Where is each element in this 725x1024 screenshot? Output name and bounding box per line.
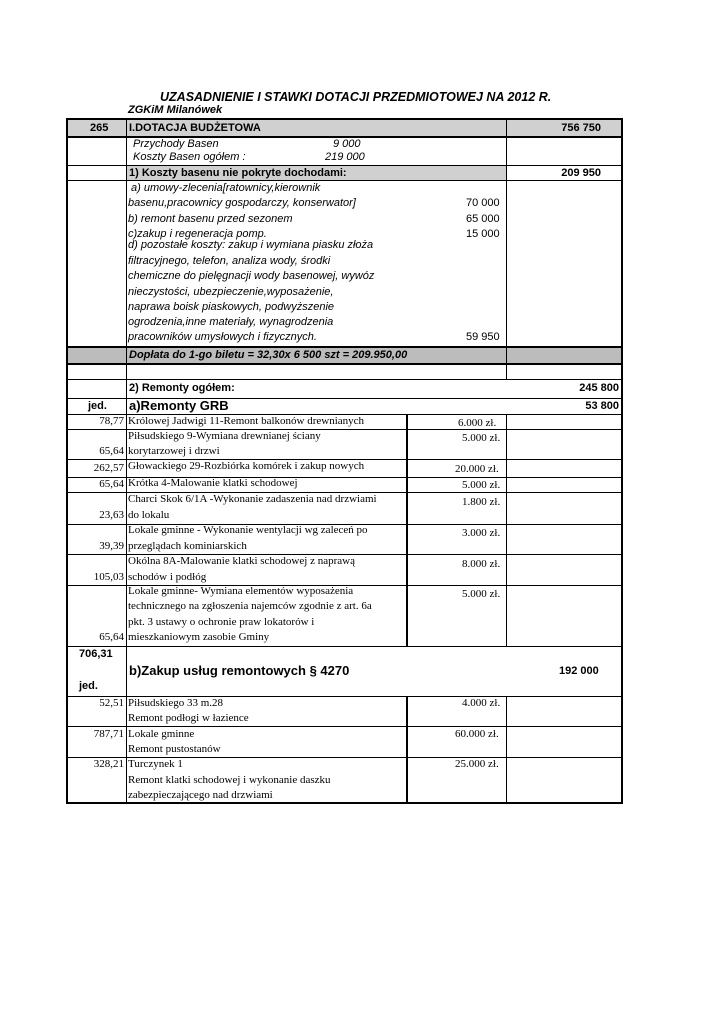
repairs-b-total: 192 000 bbox=[559, 665, 599, 677]
row-units: 65,64 bbox=[99, 445, 124, 457]
pool-item-d-value: 59 950 bbox=[466, 331, 500, 343]
ticket-subsidy: Dopłata do 1-go biletu = 32,30x 6 500 szt = 209.950,00 bbox=[129, 349, 408, 361]
row-units: 52,51 bbox=[99, 697, 124, 709]
pool-item-d-line: d) pozostałe koszty: zakup i wymiana piasku złoża bbox=[128, 239, 374, 251]
row-description: Lokale gminne- Wymiana elementów wyposażenia bbox=[128, 585, 354, 597]
repairs-a-total: 53 800 bbox=[585, 400, 619, 412]
costs-value: 219 000 bbox=[325, 151, 365, 163]
section-code: 265 bbox=[90, 122, 109, 134]
repairs-heading: 2) Remonty ogółem: bbox=[129, 382, 235, 394]
pool-item-d-line: ogrodzenia,inne materiały, wynagrodzenia bbox=[128, 316, 334, 328]
row-description: Okólna 8A-Malowanie klatki schodowej z naprawą bbox=[128, 555, 355, 567]
pool-item-d-line: pracowników umysłowych i fizycznych. bbox=[128, 331, 317, 343]
row-units: 39,39 bbox=[99, 540, 124, 552]
row-amount: 1.800 zł. bbox=[462, 496, 501, 508]
row-description: przeglądach kominiarskich bbox=[128, 540, 247, 552]
pool-item-d-line: filtracyjnego, telefon, analiza wody, środki bbox=[128, 255, 331, 267]
row-description: Remont podłogi w łazience bbox=[128, 712, 249, 724]
repairs-b-label: b)Zakup usług remontowych § 4270 bbox=[129, 663, 350, 678]
costs-label: Koszty Basen ogółem : bbox=[133, 151, 246, 163]
row-description: Piłsudskiego 9-Wymiana drewnianej ściany bbox=[128, 430, 321, 442]
pool-item-c: c)zakup i regeneracja pomp. bbox=[128, 228, 267, 240]
row-amount: 60.000 zł. bbox=[455, 728, 499, 740]
row-amount: 4.000 zł. bbox=[462, 697, 501, 709]
organization-name: ZGKiM Milanówek bbox=[128, 104, 223, 116]
row-units: 262,57 bbox=[93, 462, 124, 474]
units-sum: 706,31 bbox=[79, 648, 113, 660]
pool-item-d-line: chemiczne do pielęgnacji wody basenowej, wywóz bbox=[128, 270, 375, 282]
income-label: Przychody Basen bbox=[133, 138, 219, 150]
section-label: I.DOTACJA BUDŻETOWA bbox=[129, 122, 261, 134]
pool-item-b: b) remont basenu przed sezonem bbox=[128, 213, 293, 225]
row-units: 328,21 bbox=[93, 758, 124, 770]
row-amount: 8.000 zł. bbox=[462, 558, 501, 570]
pool-item-b-value: 65 000 bbox=[466, 213, 500, 225]
row-amount: 20.000 zł. bbox=[455, 463, 499, 475]
row-description: do lokalu bbox=[128, 509, 170, 521]
row-units: 65,64 bbox=[99, 631, 124, 643]
repairs-a-label: a)Remonty GRB bbox=[129, 398, 229, 413]
repairs-total: 245 800 bbox=[579, 382, 619, 394]
income-value: 9 000 bbox=[333, 138, 361, 150]
row-description: schodów i podłóg bbox=[128, 571, 207, 583]
row-description: Turczynek 1 bbox=[128, 758, 183, 770]
row-units: 787,71 bbox=[93, 728, 124, 740]
pool-total: 209 950 bbox=[561, 167, 601, 179]
row-units: 78,77 bbox=[99, 415, 124, 427]
row-description: Piłsudskiego 33 m.28 bbox=[128, 697, 224, 709]
row-description: pkt. 3 ustawy o ochronie praw lokatorów i bbox=[128, 616, 315, 628]
row-description: technicznego na zgłoszenia najemców zgodnie z art. 6a bbox=[128, 600, 372, 612]
row-description: Lokale gminne bbox=[128, 728, 195, 740]
page-title: UZASADNIENIE I STAWKI DOTACJI PRZEDMIOTOWEJ NA 2012 R. bbox=[160, 90, 552, 104]
row-units: 65,64 bbox=[99, 478, 124, 490]
row-units: 105,03 bbox=[93, 571, 124, 583]
row-amount: 3.000 zł. bbox=[462, 527, 501, 539]
row-description: korytarzowej i drzwi bbox=[128, 445, 220, 457]
row-amount: 5.000 zł. bbox=[462, 479, 501, 491]
pool-item-a-line2: basenu,pracownicy gospodarczy, konserwator] bbox=[128, 197, 356, 209]
row-description: Głowackiego 29-Rozbiórka komórek i zakup nowych bbox=[128, 460, 365, 472]
row-amount: 25.000 zł. bbox=[455, 758, 499, 770]
row-description: Lokale gminne - Wykonanie wentylacji wg zaleceń po bbox=[128, 524, 368, 536]
row-description: zabezpieczającego nad drzwiami bbox=[128, 789, 273, 801]
pool-item-d-line: nieczystości, ubezpieczenie,wyposażenie, bbox=[128, 286, 334, 298]
row-units: 23,63 bbox=[99, 509, 124, 521]
unit-label: jed. bbox=[88, 400, 107, 412]
row-amount: 5.000 zł. bbox=[462, 588, 501, 600]
row-description: Charci Skok 6/1A -Wykonanie zadaszenia nad drzwiami bbox=[128, 493, 377, 505]
pool-item-d-line: naprawa boisk piaskowych, podwyższenie bbox=[128, 301, 335, 313]
row-description: Krótka 4-Malowanie klatki schodowej bbox=[128, 477, 298, 489]
pool-heading: 1) Koszty basenu nie pokryte dochodami: bbox=[129, 167, 347, 179]
section-total: 756 750 bbox=[561, 122, 601, 134]
row-amount: 5.000 zł. bbox=[462, 432, 501, 444]
pool-item-a-value: 70 000 bbox=[466, 197, 500, 209]
unit-label: jed. bbox=[79, 680, 98, 692]
subsidy-table bbox=[66, 118, 623, 804]
row-description: Królowej Jadwigi 11-Remont balkonów drewnianych bbox=[128, 415, 365, 427]
row-amount: 6.000 zł. bbox=[458, 417, 497, 429]
row-description: Remont klatki schodowej i wykonanie daszku bbox=[128, 774, 331, 786]
pool-item-c-value: 15 000 bbox=[466, 228, 500, 240]
row-description: mieszkaniowym zasobie Gminy bbox=[128, 631, 270, 643]
row-description: Remont pustostanów bbox=[128, 743, 221, 755]
pool-item-a-line1: a) umowy-zlecenia[ratownicy,kierownik bbox=[131, 182, 321, 194]
